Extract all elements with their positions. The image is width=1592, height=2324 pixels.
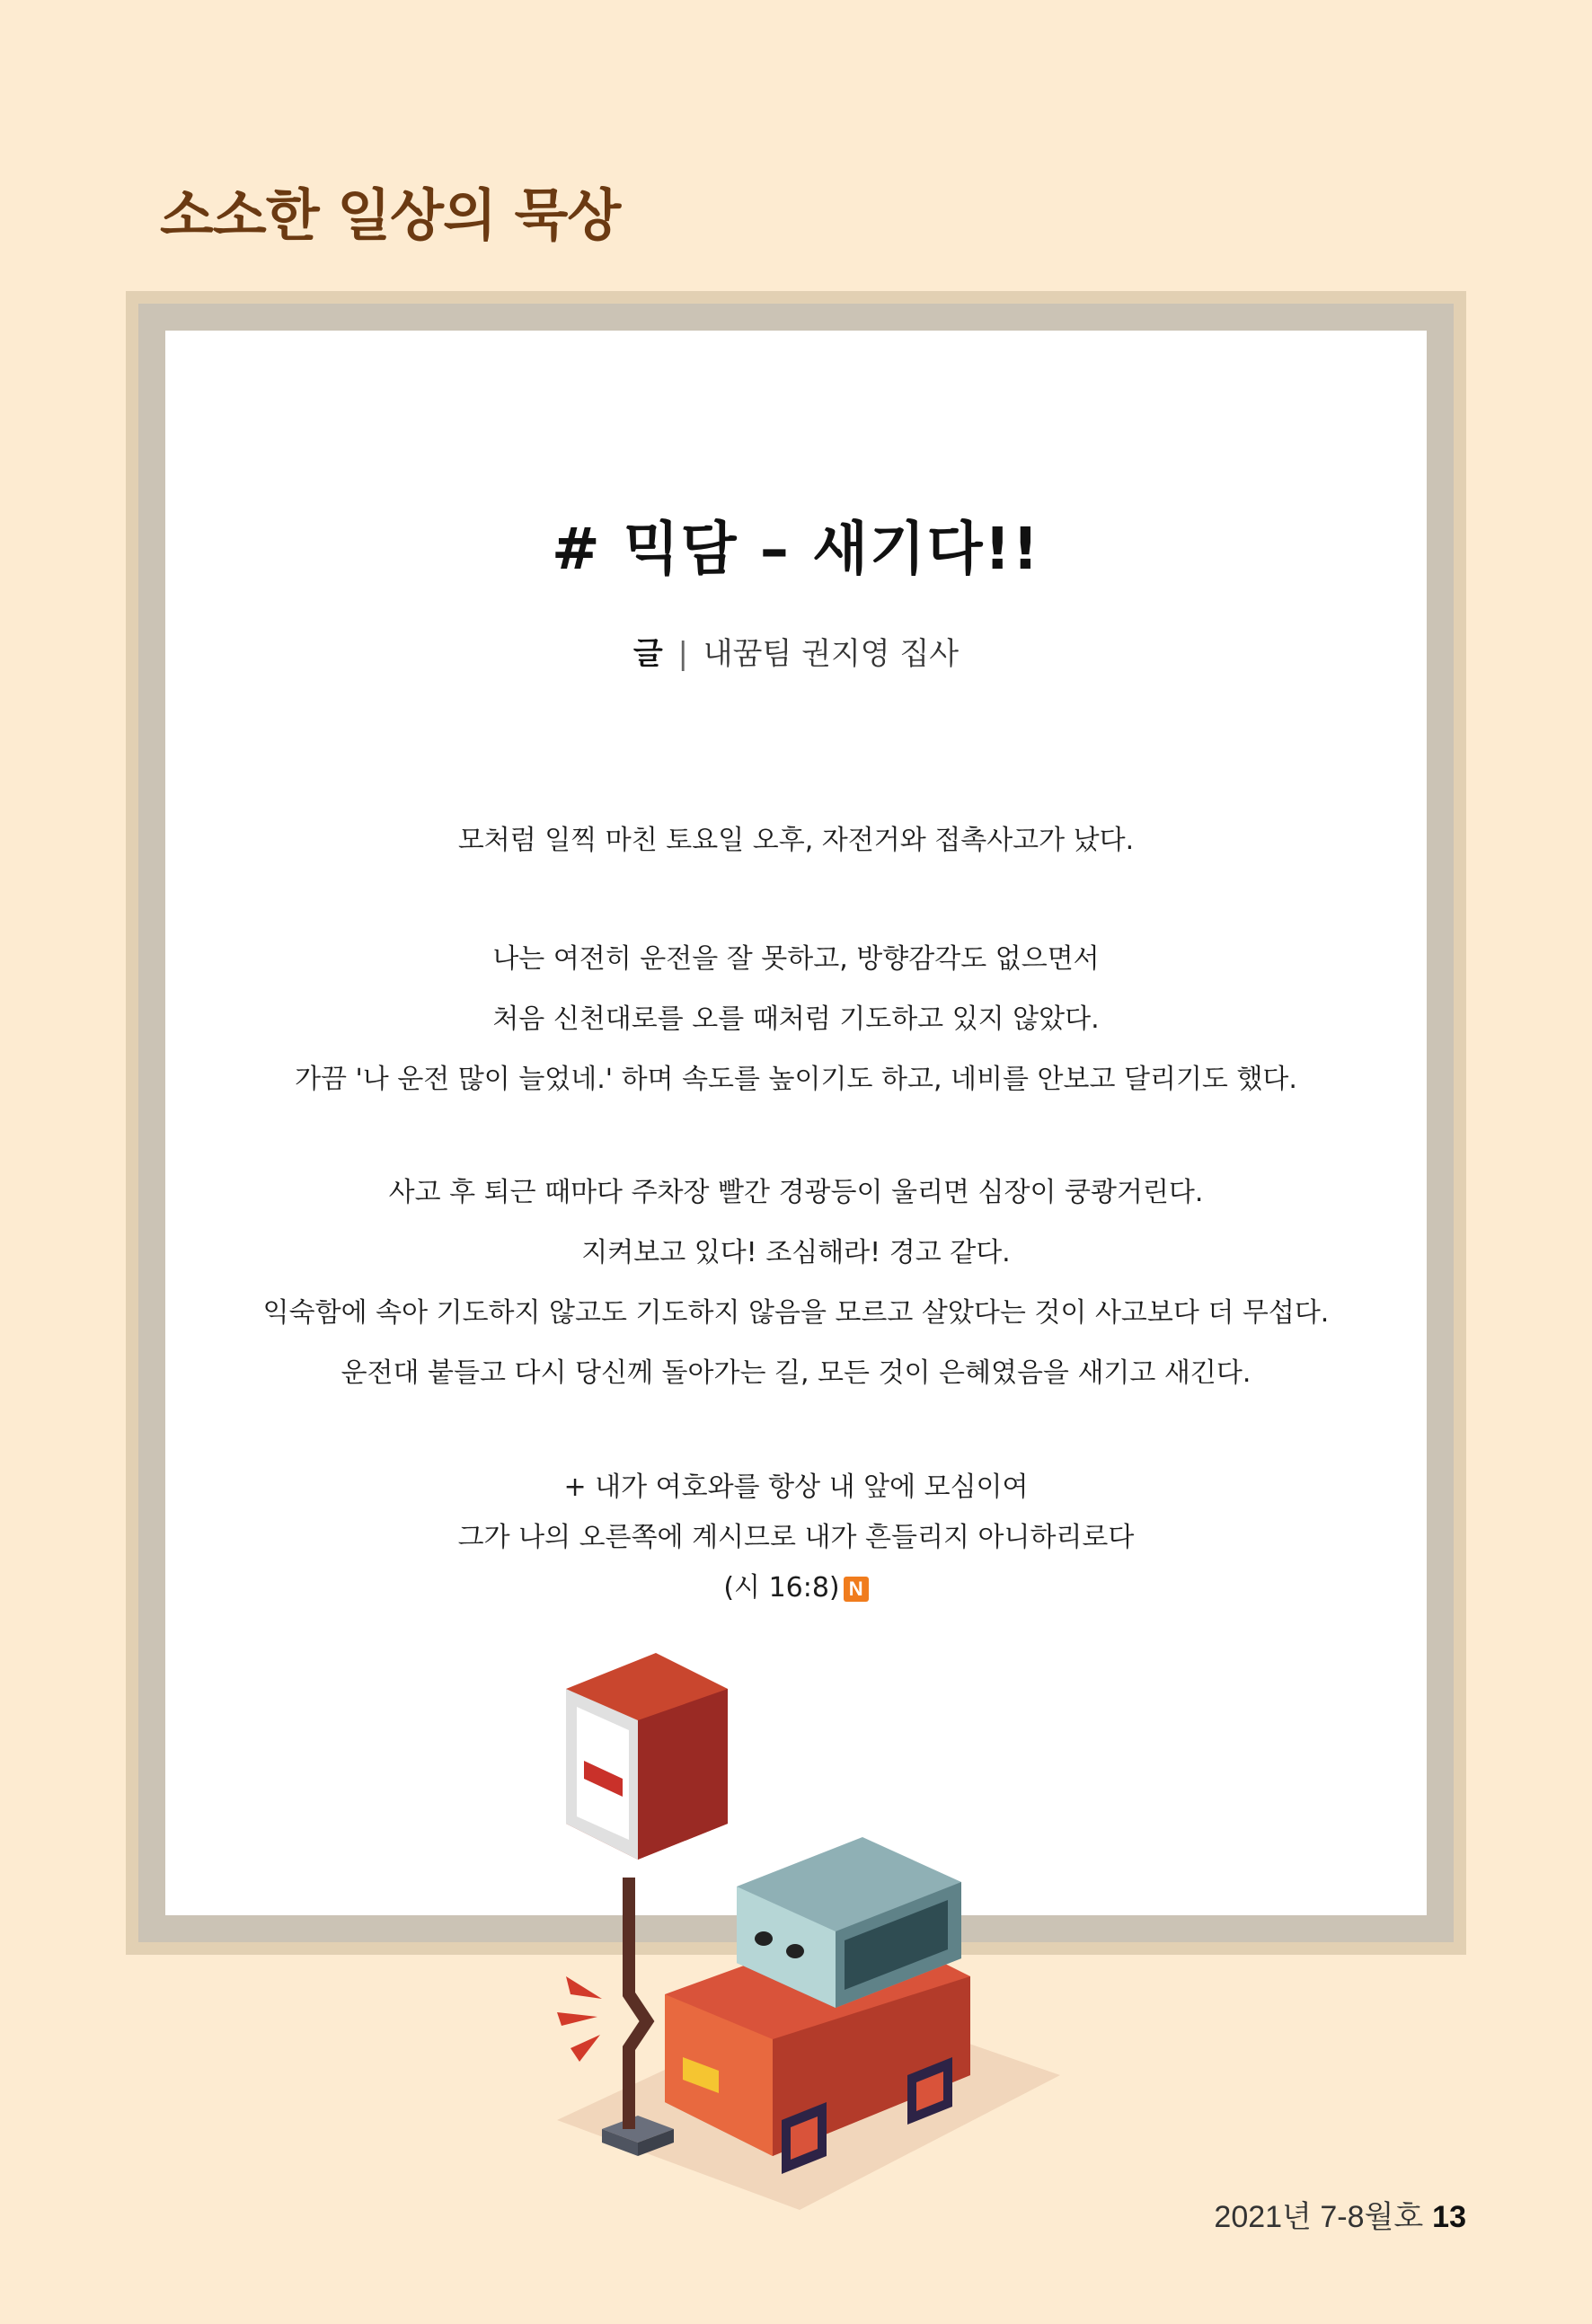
issue-label: 2021년 7-8월호 <box>1214 2200 1424 2234</box>
paragraph-1 <box>0 810 1592 870</box>
impact-mark <box>566 1976 602 1999</box>
verse-line-1: + 내가 여호와를 항상 내 앞에 모심이여 <box>563 1471 1029 1503</box>
page-number: 13 <box>1432 2200 1466 2234</box>
text-line: 처음 신천대로를 오를 때처럼 기도하고 있지 않았다. <box>492 1003 1100 1035</box>
n-badge-icon: N <box>844 1577 869 1602</box>
byline-separator: | <box>677 636 688 672</box>
article-title: # 믹담 – 새기다!! <box>552 517 1040 583</box>
bible-verse <box>0 1462 1592 1613</box>
verse-reference: (시 16:8) <box>723 1572 840 1604</box>
text-line: 사고 후 퇴근 때마다 주차장 빨간 경광등이 울리면 심장이 쿵쾅거린다. <box>388 1177 1204 1208</box>
paragraph-3 <box>0 1162 1592 1403</box>
text-line: 운전대 붙들고 다시 당신께 돌아가는 길, 모든 것이 은혜였음을 새기고 새긴다. <box>341 1357 1251 1389</box>
verse-reference-line <box>0 1563 1592 1613</box>
byline <box>0 629 1592 673</box>
text-line: 가끔 '나 운전 많이 늘었네.' 하며 속도를 높이기도 하고, 네비를 안보고 달리기도 했다. <box>295 1064 1297 1095</box>
verse-line-2: 그가 나의 오른쪽에 계시므로 내가 흔들리지 아니하리로다 <box>457 1522 1135 1553</box>
text-line: 지켜보고 있다! 조심해라! 경고 같다. <box>581 1237 1011 1268</box>
page-footer <box>1214 2192 1466 2236</box>
byline-label: 글 <box>632 636 663 672</box>
section-title: 소소한 일상의 묵상 <box>160 182 621 248</box>
text-line: 모처럼 일찍 마친 토요일 오후, 자전거와 접촉사고가 났다. <box>457 825 1135 856</box>
paragraph-2 <box>0 929 1592 1109</box>
car-eye <box>755 1931 773 1946</box>
text-line: 나는 여전히 운전을 잘 못하고, 방향감각도 없으면서 <box>492 943 1100 975</box>
text-line: 익숙함에 속아 기도하지 않고도 기도하지 않음을 모르고 살았다는 것이 사고보다 더 무섭다. <box>262 1297 1330 1329</box>
byline-author: 내꿈팀 권지영 집사 <box>703 636 960 672</box>
car-crash-illustration <box>503 1653 1078 2210</box>
